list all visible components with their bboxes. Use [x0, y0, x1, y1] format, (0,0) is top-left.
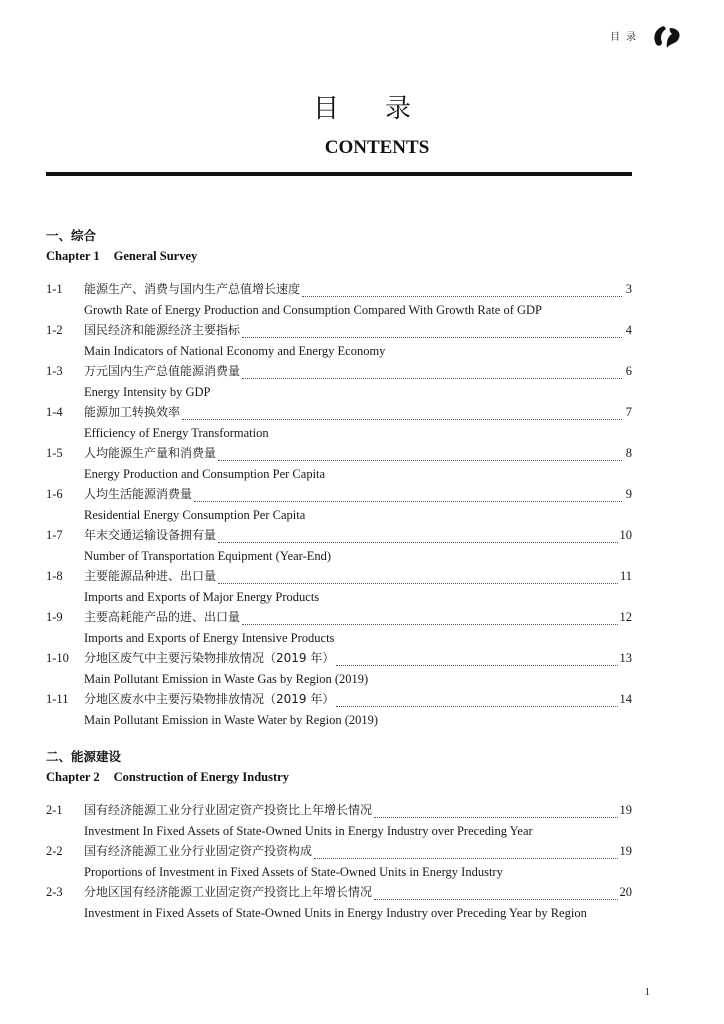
toc-entry-line	[46, 648, 632, 669]
entry-title-chinese: 人均生活能源消费量	[84, 487, 193, 501]
page-number: 1	[644, 986, 650, 998]
dot-leader	[182, 409, 622, 420]
entry-page-number: 8	[625, 446, 632, 460]
chapter-label: Chapter 2	[46, 770, 100, 784]
chapter-title: General Survey	[113, 249, 198, 263]
toc-entry-line	[46, 607, 632, 628]
entry-title-english: Investment In Fixed Assets of State-Owned Units in Energy Industry over Preceding Year	[84, 823, 533, 838]
toc-entry[interactable]	[46, 841, 632, 882]
entry-number: 1-3	[46, 364, 63, 378]
entry-page-number: 7	[625, 405, 632, 419]
entry-title-chinese: 分地区废气中主要污染物排放情况（2019 年）	[84, 651, 335, 665]
entry-title-chinese: 分地区国有经济能源工业固定资产投资比上年增长情况	[84, 885, 373, 899]
dot-leader	[302, 286, 622, 297]
entry-number: 2-3	[46, 885, 63, 899]
entry-page-number: 12	[619, 610, 632, 624]
entry-number: 1-11	[46, 692, 69, 706]
entry-title-chinese: 国民经济和能源经济主要指标	[84, 323, 241, 337]
chapter-label: Chapter 1	[46, 249, 100, 263]
toc-entry-line	[46, 279, 632, 300]
chapter-title: Construction of Energy Industry	[113, 770, 289, 784]
entry-title-chinese: 人均能源生产量和消费量	[84, 446, 217, 460]
dot-leader	[374, 889, 617, 900]
entry-page-number: 4	[625, 323, 632, 337]
entry-page-number: 13	[619, 651, 632, 665]
dot-leader	[218, 573, 618, 584]
toc-entry[interactable]	[46, 361, 632, 402]
section-heading-chinese: 二、能源建设	[46, 749, 122, 764]
entry-page-number: 3	[625, 282, 632, 296]
section-heading-chinese: 一、综合	[46, 228, 97, 243]
title-rule	[46, 172, 632, 176]
entry-page-number: 11	[619, 569, 632, 583]
dot-leader	[374, 807, 617, 818]
toc-entry[interactable]	[46, 800, 632, 841]
entry-number: 1-10	[46, 651, 69, 665]
page-title-english: CONTENTS	[324, 137, 430, 158]
entry-page-number: 9	[625, 487, 632, 501]
publisher-logo-icon	[650, 22, 684, 50]
entry-number: 1-6	[46, 487, 63, 501]
entry-title-chinese: 年末交通运输设备拥有量	[84, 528, 217, 542]
toc-entry[interactable]	[46, 525, 632, 566]
toc-entry-line	[46, 402, 632, 423]
entry-title-chinese: 主要能源品种进、出口量	[84, 569, 217, 583]
entry-number: 1-5	[46, 446, 63, 460]
toc-entry[interactable]	[46, 689, 632, 730]
entry-number: 1-2	[46, 323, 63, 337]
toc-entry-line	[46, 443, 632, 464]
entry-title-chinese: 国有经济能源工业分行业固定资产投资构成	[84, 844, 313, 858]
dot-leader	[242, 368, 622, 379]
toc-entry-line	[46, 484, 632, 505]
dot-leader	[336, 696, 617, 707]
entry-title-chinese: 万元国内生产总值能源消费量	[84, 364, 241, 378]
entry-title-english: Energy Production and Consumption Per Capita	[84, 466, 326, 481]
entry-title-english: Growth Rate of Energy Production and Consumption Compared With Growth Rate of GDP	[84, 302, 543, 317]
entry-number: 1-9	[46, 610, 63, 624]
entry-number: 1-1	[46, 282, 63, 296]
toc-entry-line	[46, 525, 632, 546]
entry-title-english: Imports and Exports of Major Energy Products	[84, 589, 320, 604]
running-header: 目录	[610, 32, 642, 43]
page-title-chinese: 目录	[312, 94, 457, 124]
entry-title-english: Number of Transportation Equipment (Year-End)	[84, 548, 332, 563]
toc-entry-list	[46, 279, 632, 730]
section-heading-english	[46, 767, 632, 787]
entry-page-number: 14	[619, 692, 632, 706]
table-of-contents	[46, 226, 632, 923]
section-heading-english	[46, 246, 632, 266]
dot-leader	[218, 532, 617, 543]
toc-section	[46, 226, 632, 730]
entry-number: 1-4	[46, 405, 63, 419]
toc-entry-list	[46, 800, 632, 923]
toc-entry-line	[46, 800, 632, 821]
entry-page-number: 19	[619, 844, 632, 858]
toc-entry-line	[46, 882, 632, 903]
entry-title-english: Main Indicators of National Economy and Energy Economy	[84, 343, 386, 358]
toc-entry[interactable]	[46, 484, 632, 525]
toc-entry[interactable]	[46, 648, 632, 689]
dot-leader	[336, 655, 617, 666]
entry-title-english: Efficiency of Energy Transformation	[84, 425, 269, 440]
entry-number: 1-7	[46, 528, 63, 542]
entry-title-chinese: 主要高耗能产品的进、出口量	[84, 610, 241, 624]
entry-number: 2-2	[46, 844, 63, 858]
toc-entry[interactable]	[46, 882, 632, 923]
entry-title-chinese: 能源生产、消费与国内生产总值增长速度	[84, 282, 301, 296]
entry-page-number: 10	[619, 528, 632, 542]
toc-section	[46, 747, 632, 923]
entry-title-english: Energy Intensity by GDP	[84, 384, 211, 399]
entry-number: 2-1	[46, 803, 63, 817]
entry-title-chinese: 分地区废水中主要污染物排放情况（2019 年）	[84, 692, 335, 706]
entry-page-number: 19	[619, 803, 632, 817]
toc-entry-line	[46, 566, 632, 587]
entry-title-chinese: 国有经济能源工业分行业固定资产投资比上年增长情况	[84, 803, 373, 817]
entry-title-english: Imports and Exports of Energy Intensive Products	[84, 630, 335, 645]
toc-entry[interactable]	[46, 279, 632, 320]
toc-entry-line	[46, 361, 632, 382]
entry-title-english: Residential Energy Consumption Per Capita	[84, 507, 306, 522]
entry-title-english: Main Pollutant Emission in Waste Water by Region (2019)	[84, 712, 379, 727]
entry-number: 1-8	[46, 569, 63, 583]
toc-entry[interactable]	[46, 566, 632, 607]
toc-entry[interactable]	[46, 320, 632, 361]
entry-title-english: Main Pollutant Emission in Waste Gas by Region (2019)	[84, 671, 369, 686]
entry-page-number: 20	[619, 885, 632, 899]
toc-entry-line	[46, 689, 632, 710]
entry-title-english: Investment in Fixed Assets of State-Owned Units in Energy Industry over Preceding Year by Region	[84, 905, 587, 920]
dot-leader	[242, 327, 622, 338]
toc-entry[interactable]	[46, 443, 632, 484]
dot-leader	[314, 848, 617, 859]
entry-page-number: 6	[625, 364, 632, 378]
toc-entry[interactable]	[46, 607, 632, 648]
entry-title-chinese: 能源加工转换效率	[84, 405, 181, 419]
dot-leader	[218, 450, 622, 461]
dot-leader	[194, 491, 622, 502]
entry-title-english: Proportions of Investment in Fixed Assets of State-Owned Units in Energy Industry	[84, 864, 503, 879]
toc-entry[interactable]	[46, 402, 632, 443]
toc-entry-line	[46, 841, 632, 862]
dot-leader	[242, 614, 617, 625]
toc-entry-line	[46, 320, 632, 341]
